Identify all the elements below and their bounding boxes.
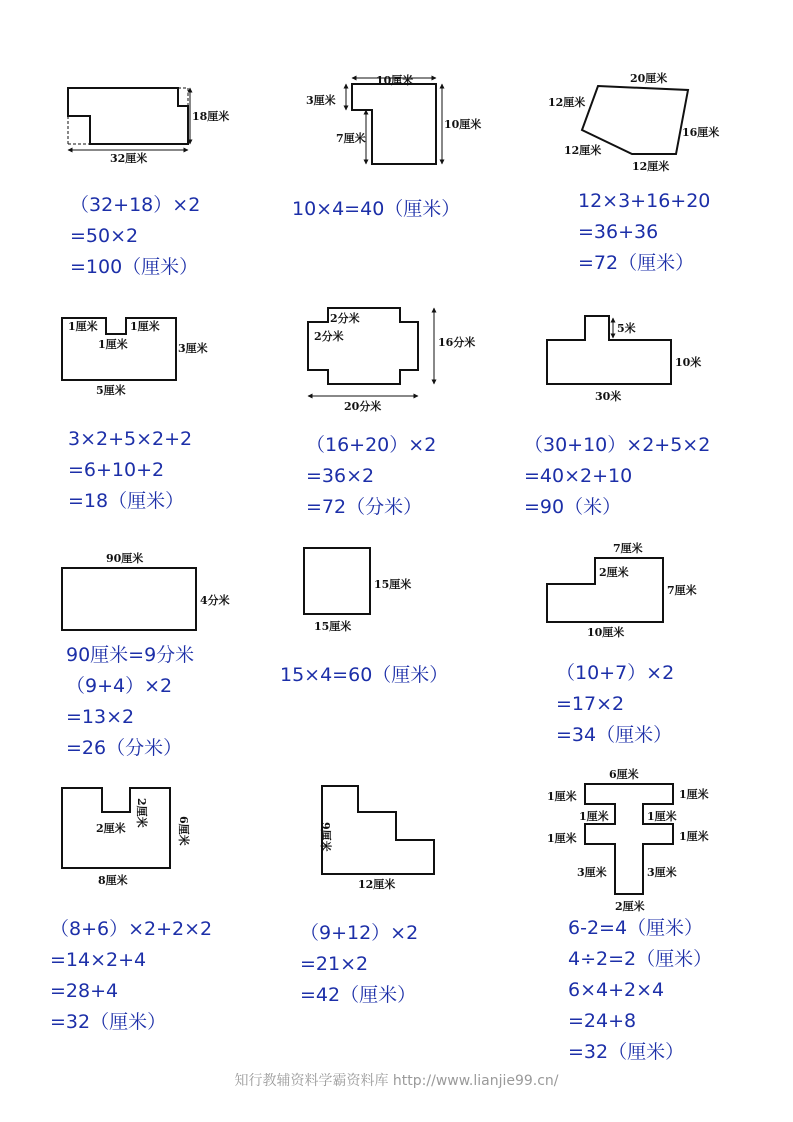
figure-10 — [58, 782, 208, 892]
solution-line: （9+12）×2 — [300, 922, 419, 944]
fig7-label-width: 90厘米 — [106, 552, 144, 565]
figure-5 — [300, 304, 500, 416]
fig5-label-width: 20分米 — [344, 400, 382, 413]
figure-6 — [545, 312, 705, 408]
fig12-label-5: 1厘米 — [547, 832, 577, 845]
fig4-label-height: 3厘米 — [178, 342, 208, 355]
solution-line: =32（厘米） — [568, 1041, 685, 1063]
solution-line: =40×2+10 — [524, 465, 633, 487]
fig11-label-height: 9厘米 — [319, 822, 332, 852]
fig3-label-lower-left: 12厘米 — [564, 144, 602, 157]
solution-line: =21×2 — [300, 953, 369, 975]
fig12-label-4: 1厘米 — [647, 810, 677, 823]
fig8-label-bottom: 15厘米 — [314, 620, 352, 633]
solution-line: =90（米） — [524, 496, 622, 518]
fig1-label-width: 32厘米 — [110, 152, 148, 165]
fig12-label-7: 3厘米 — [577, 866, 607, 879]
solution-10 — [50, 914, 212, 1038]
solution-line: =26（分米） — [66, 737, 183, 759]
figure-1 — [60, 78, 240, 168]
solution-line: =50×2 — [70, 225, 139, 247]
solution-line: （9+4）×2 — [66, 675, 173, 697]
solution-line: 3×2+5×2+2 — [68, 428, 193, 450]
footer-watermark: 知行教辅资料学霸资料库 http://www.lianjie99.cn/ — [234, 1073, 559, 1089]
fig11-label-width: 12厘米 — [358, 878, 396, 891]
solution-7 — [66, 640, 194, 764]
fig12-label-3: 1厘米 — [579, 810, 609, 823]
fig7-label-height: 4分米 — [200, 594, 230, 607]
figure-2 — [300, 70, 500, 170]
solution-line: =17×2 — [556, 693, 625, 715]
solution-9 — [556, 658, 674, 751]
fig6-label-width: 30米 — [595, 390, 622, 403]
fig9-label-bottom: 10厘米 — [587, 626, 625, 639]
fig9-label-right: 7厘米 — [667, 584, 697, 597]
solution-12 — [568, 913, 712, 1068]
solution-line: （16+20）×2 — [306, 434, 437, 456]
solution-3 — [578, 186, 710, 279]
solution-line: =28+4 — [50, 980, 119, 1002]
solution-line: =13×2 — [66, 706, 135, 728]
solution-line: （30+10）×2+5×2 — [524, 434, 711, 456]
figure-3 — [548, 66, 748, 176]
solution-line: 6-2=4（厘米） — [568, 917, 704, 939]
solution-line: （32+18）×2 — [70, 194, 201, 216]
fig8-label-side: 15厘米 — [374, 578, 412, 591]
fig10-label-width: 8厘米 — [98, 874, 128, 887]
solution-line: （10+7）×2 — [556, 662, 675, 684]
fig12-label-6: 1厘米 — [679, 830, 709, 843]
fig4-label-notch-left: 1厘米 — [68, 320, 98, 333]
fig3-label-top: 20厘米 — [630, 72, 668, 85]
solution-line: =100（厘米） — [70, 256, 199, 278]
solution-line: 12×3+16+20 — [578, 190, 711, 212]
figure-8 — [300, 544, 430, 636]
fig3-label-right: 16厘米 — [682, 126, 720, 139]
fig4-label-notch-right: 1厘米 — [130, 320, 160, 333]
solution-line: =34（厘米） — [556, 724, 673, 746]
fig5-label-height: 16分米 — [438, 336, 476, 349]
fig2-label-right: 10厘米 — [444, 118, 482, 131]
figure-9 — [545, 538, 715, 642]
solution-line: 10×4=40（厘米） — [292, 198, 461, 220]
solution-line: 4÷2=2（厘米） — [568, 948, 713, 970]
fig10-label-height: 6厘米 — [177, 816, 190, 846]
fig6-label-notch: 5米 — [617, 322, 636, 335]
figure-7 — [58, 548, 248, 638]
solution-line: =36×2 — [306, 465, 375, 487]
figure-4 — [60, 312, 230, 402]
solution-11 — [300, 918, 418, 1011]
figure-11 — [300, 780, 450, 894]
solution-2 — [292, 194, 460, 225]
fig12-label-bottom: 2厘米 — [615, 900, 645, 913]
fig3-label-upper-left: 12厘米 — [548, 96, 586, 109]
fig5-label-step-top: 2分米 — [330, 312, 360, 325]
fig10-label-notch-side: 2厘米 — [135, 798, 148, 828]
fig2-label-top: 10厘米 — [376, 74, 414, 87]
fig1-label-height: 18厘米 — [192, 110, 230, 123]
fig3-label-bottom: 12厘米 — [632, 160, 670, 173]
fig12-label-2: 1厘米 — [679, 788, 709, 801]
solution-line: （8+6）×2+2×2 — [50, 918, 213, 940]
fig2-label-left-long: 7厘米 — [336, 132, 366, 145]
solution-4 — [68, 424, 192, 517]
fig10-label-notch-bottom: 2厘米 — [96, 822, 126, 835]
solution-line: 6×4+2×4 — [568, 979, 665, 1001]
solution-6 — [524, 430, 710, 523]
solution-line: =42（厘米） — [300, 984, 417, 1006]
fig6-label-height: 10米 — [675, 356, 702, 369]
fig4-label-width: 5厘米 — [96, 384, 126, 397]
fig12-label-8: 3厘米 — [647, 866, 677, 879]
solution-line: =72（厘米） — [578, 252, 695, 274]
figure-12 — [545, 762, 725, 914]
solution-8 — [280, 660, 448, 691]
fig12-label-top: 6厘米 — [609, 768, 639, 781]
solution-line: 90厘米=9分米 — [66, 644, 195, 666]
solution-line: =36+36 — [578, 221, 659, 243]
fig9-label-step: 2厘米 — [599, 566, 629, 579]
fig9-label-top: 7厘米 — [613, 542, 643, 555]
fig5-label-step-side: 2分米 — [314, 330, 344, 343]
solution-line: =24+8 — [568, 1010, 637, 1032]
solution-line: =32（厘米） — [50, 1011, 167, 1033]
solution-line: =6+10+2 — [68, 459, 165, 481]
solution-line: =18（厘米） — [68, 490, 185, 512]
solution-1 — [70, 190, 200, 283]
solution-line: 15×4=60（厘米） — [280, 664, 449, 686]
solution-5 — [306, 430, 436, 523]
fig4-label-notch-bottom: 1厘米 — [98, 338, 128, 351]
solution-line: =14×2+4 — [50, 949, 147, 971]
solution-line: =72（分米） — [306, 496, 423, 518]
fig2-label-left-short: 3厘米 — [306, 94, 336, 107]
fig12-label-1: 1厘米 — [547, 790, 577, 803]
